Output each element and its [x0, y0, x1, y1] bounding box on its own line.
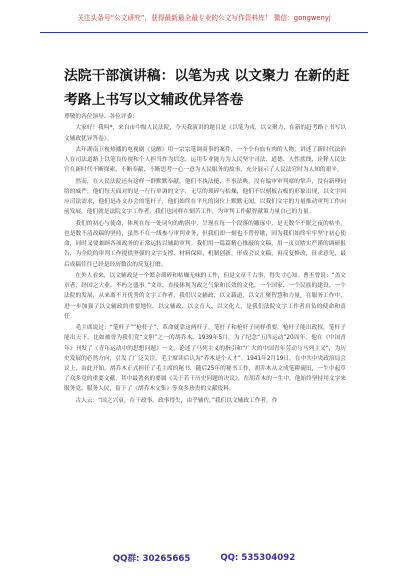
body-paragraph: 大家好！我叫*，来自市中级人民法院，今天我演讲的题目是《以笔为戎，以文聚力，在新的赶考路上书写以文辅政优异答卷》。	[64, 125, 346, 142]
body-paragraph: 在外人看来，以文辅政是一个繁杂琐碎和枯燥无味的工作，但是文章千古事，得失寸心知。曹丕曾说：“盖文章者，经国之大业，不朽之盛事。”文章，直接体现为政之气象和长效的文化。一个国家、一个民族的建设、一个法院的发展，从来离不开优秀的文字工作者，我们以文辅政、以文载道，以文汇聚智慧和力量，在服务工作中，进一步加强了以文辅政的重要地位，以文辅政、以文育人、以文化人，是我们法院文字工作者肩负的使命和责任。	[64, 272, 346, 320]
salutation: 尊敬的各位领导、各位评委：	[64, 114, 138, 120]
header-divider	[40, 32, 368, 33]
contact-footer	[0, 548, 408, 568]
document-body	[64, 112, 346, 407]
body-paragraph: 然而，在人民法院还有这样一群默默奉献，他们不执法槌、不事法典，没有编审审判席的掌声，没有新理词络的威严，他们每天面对的是一行行单调的文字，无尽的琐碎与枯燥，他们不以刻板古板的形象出现，以文字回应司法需求，他们是办文办会的笔杆子，他们始终在平凡的岗位上默默无闻，以我们文字的力量推动审判工作向前发展，他们就是法院文字工作者，我们也同样在刻苦工作，为审判工作献智献策力量自己的力量。	[64, 178, 346, 216]
qq-number-text: QQ: 535304092	[220, 553, 296, 563]
body-paragraph: 去年湖南卫视热播的电视剧《觉醒》用一宗宗笔调商事的案件，一个个有血有肉的人物，讲述了新时代法治人在司法道路上以笔良传视和个人担当作为信念，运用专业能力为人民坚守司法、道德、人性底线，诠释人民法官在新时代不断探索、不断奉献、不断思考一心一意为人民服务的故事，充分展示了人民法官时为人知的艰辛。	[64, 146, 346, 174]
qq-group-text: QQ群: 30265665	[112, 554, 191, 564]
body-paragraph: 古人云：“国之兴衰，在于政事，政事得失，由乎辅佐。”我们以文辅政工作者，作	[75, 397, 278, 404]
document-title: 法院干部演讲稿：以笔为戎 以文聚力 在新的赶考路上书写以文辅政优异答卷	[64, 68, 350, 108]
body-paragraph: 毛主席说过：“笔杆子”“枪杆子”，革命就靠这两杆子。笔杆子和枪杆子同样重要。枪杆子能出政权，笔杆子能出天下。比如被誉为我们党“文胆”之一的胡乔木，1939年5月，为了纪念“五四运动”20周年，他在《中国青年》刊发了《青年运动中的思想问题》一文，论述了马列主义的指引和“广大的中国青年劳动与马列主义”，为历史发展的必然方向，引发了广泛关注。毛主席读后认为“乔木是个人才”。1941年2月19日，在中共中央政治局会议上，由此开始，胡乔木正式担任了毛主席的秘书，随后25年的秘书工作，胡乔木从文成笔耕砚田，一生中起草了众多党的重要文献，其中最著名的要属《关于若干历史问题的决议》。在胡乔木的一生中，他始终坚持用文字来服务党、服务人民，留下了《胡乔木文集》等众多珍贵的文献资料。	[64, 325, 346, 393]
top-banner: 关注头条号“公文研究”，获得最新最全最专业的公文写作资料库！ 微信：gongwenyj	[77, 14, 331, 22]
body-paragraph: 我们的初心与使命，体现在每一处词句的酌斟中，呈现在每一个段落的雕琢中，是无数个不眠之夜的枯坐，也是数不清改稿的坚持，虽然不在一线参与审判业务，但我们却一刻也不曾停歇，因为我们始终牢牢坚守初心使命，同时又要兼顾各项政务的正常运转以辅助审判。我们用一篇篇精心推敲的文稿，用一页页踏实严谨的调研报告，为全院的审判工作提供坚强的文字支撑、材料保障、机制创新，形成会议文稿，再反复修改，征求意见，最后成稿往往已经是经历数次的反复打磨。	[64, 220, 346, 268]
